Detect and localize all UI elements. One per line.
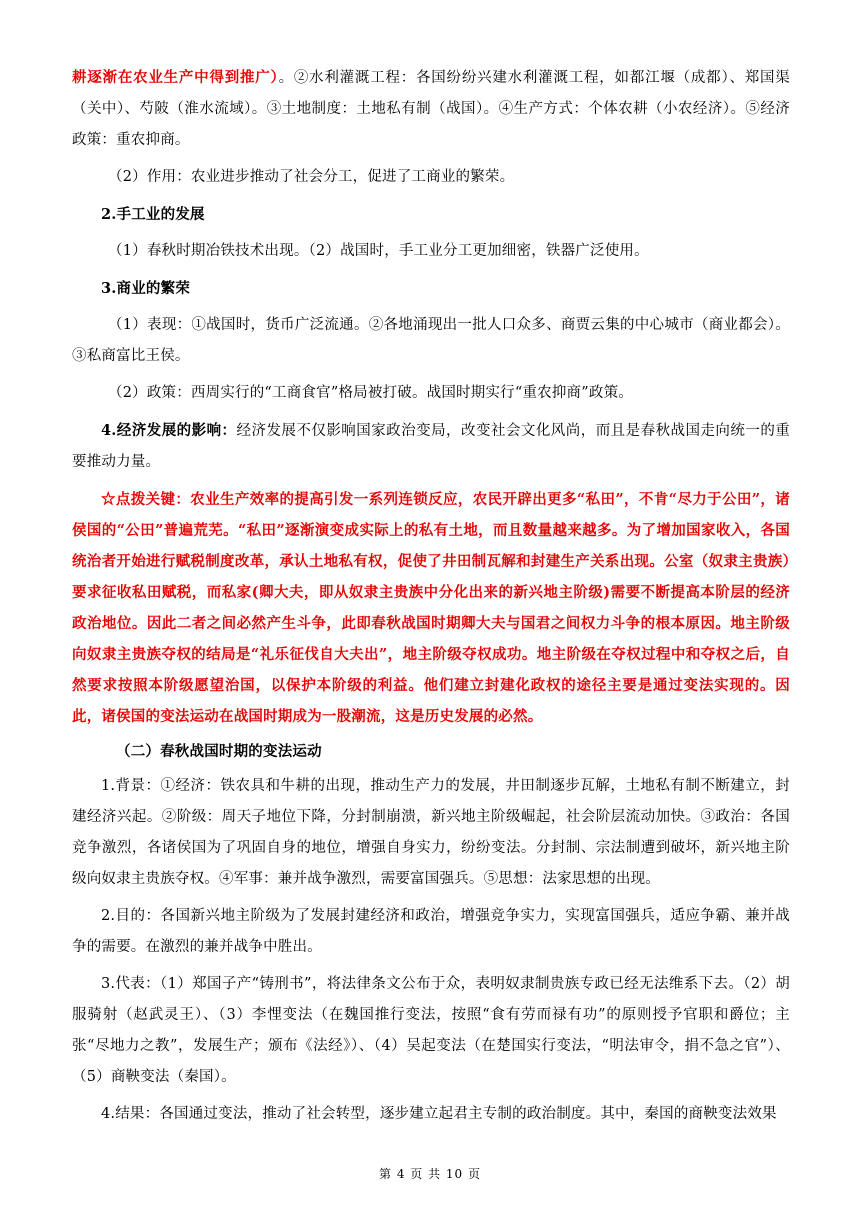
heading-handicraft: 2.手工业的发展 bbox=[101, 206, 205, 223]
document-body bbox=[72, 62, 790, 1130]
paragraph-representatives: 3.代表：（1）郑国子产“铸刑书”，将法律条文公布于众，表明奴隶制贵族专政已经无法维系下去。（2）胡服骑射（赵武灵王）、（3）李悝变法（在魏国推行变法，按照“食有劳而禄有功”的原则授予官职和爵位；主张“尽地力之教”，发展生产；颁布《法经》）、（4）吴起变法（在楚国实行变法，“明法审令，捐不急之官”）、（5）商鞅变法（秦国）。 bbox=[72, 976, 790, 1085]
paragraph-handicraft: （1）春秋时期冶铁技术出现。（2）战国时，手工业分工更加细密，铁器广泛使用。 bbox=[108, 243, 649, 259]
paragraph-agriculture-effect: （2）作用：农业进步推动了社会分工，促进了工商业的繁荣。 bbox=[108, 169, 515, 185]
bold-label: 4.经济发展的影响： bbox=[101, 422, 237, 439]
paragraph-commerce-policy: （2）政策：西周实行的“工商食官”格局被打破。战国时期实行“重农抑商”政策。 bbox=[108, 385, 633, 401]
section-heading-reform: （二）春秋战国时期的变法运动 bbox=[116, 743, 322, 760]
heading-commerce: 3.商业的繁荣 bbox=[101, 280, 191, 297]
key-point-note: ☆点拨关键：农业生产效率的提高引发一系列连锁反应，农民开辟出更多“私田”，不肯“尽力于公田”，诸侯国的“公田”普遍荒芜。“私田”逐渐演变成实际上的私有土地，而且数量越来越多。为了增加国家收入，各国统治者开始进行赋税制度改革，承认土地私有权，促使了井田制瓦解和封建生产关系出现。公室（奴隶主贵族）要求征收私田赋税，而私家(卿大夫，即从奴隶主贵族中分化出来的新兴地主阶级)需要不断提高本阶层的经济政治地位。因此二者之间必然产生斗争，此即春秋战国时期卿大夫与国君之间权力斗争的根本原因。地主阶级向奴隶主贵族夺权的结局是“礼乐征伐自大夫出”，地主阶级夺权成功。地主阶级在夺权过程中和夺权之后，自然要求按照本阶级愿望治国，以保护本阶级的利益。他们建立封建化政权的途径主要是通过变法实现的。因此，诸侯国的变法运动在战国时期成为一股潮流，这是历史发展的必然。 bbox=[72, 491, 790, 725]
paragraph-purpose: 2.目的：各国新兴地主阶级为了发展封建经济和政治，增强竞争实力，实现富国强兵，适应争霸、兼并战争的需要。在激烈的兼并战争中胜出。 bbox=[72, 908, 790, 955]
red-text-fragment: 耕逐渐在农业生产中得到推广） bbox=[72, 69, 279, 86]
paragraph-text: 。②水利灌溉工程：各国纷纷兴建水利灌溉工程，如都江堰（成都）、郑国渠（关中）、芍陂（淮水流域）。③土地制度：土地私有制（战国）。④生产方式：个体农耕（小农经济）。⑤经济政策：重农抑商。 bbox=[72, 70, 790, 148]
paragraph-text: 经济发展不仅影响国家政治变局，改变社会文化风尚，而且是春秋战国走向统一的重要推动力量。 bbox=[72, 423, 790, 470]
paragraph-economic-impact bbox=[72, 415, 790, 478]
paragraph-commerce-manifestation: （1）表现：①战国时，货币广泛流通。②各地涌现出一批人口众多、商贾云集的中心城市（商业都会）。③私商富比王侯。 bbox=[72, 317, 790, 364]
paragraph-agriculture-measures bbox=[72, 62, 790, 156]
paragraph-result: 4.结果：各国通过变法，推动了社会转型，逐步建立起君主专制的政治制度。其中，秦国的商鞅变法效果 bbox=[101, 1106, 777, 1122]
page-footer: 第 4 页 共 10 页 bbox=[379, 1167, 481, 1181]
paragraph-background: 1.背景：①经济：铁农具和牛耕的出现，推动生产力的发展，井田制逐步瓦解，土地私有制不断建立，封建经济兴起。②阶级：周天子地位下降，分封制崩溃，新兴地主阶级崛起，社会阶层流动加快。③政治：各国竞争激烈，各诸侯国为了巩固自身的地位，增强自身实力，纷纷变法。分封制、宗法制遭到破坏，新兴地主阶级向奴隶主贵族夺权。④军事：兼并战争激烈，需要富国强兵。⑤思想：法家思想的出现。 bbox=[72, 778, 790, 887]
